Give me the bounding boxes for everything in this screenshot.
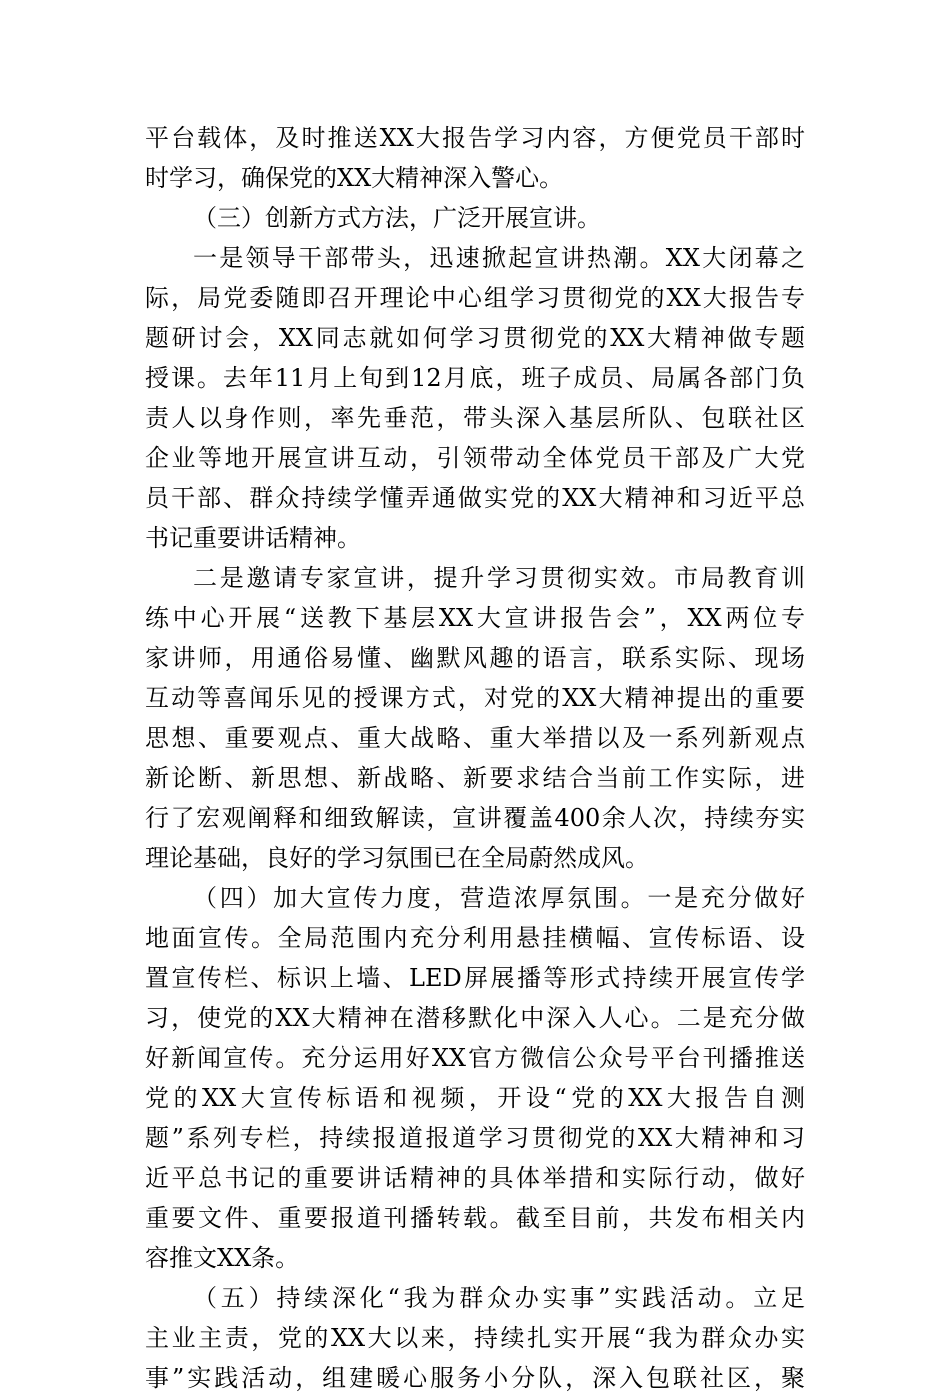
- text-line: 事”实践活动，组建暖心服务小分队，深入包联社区，聚: [145, 1364, 805, 1392]
- text-line: 练中心开展“送教下基层XX大宣讲报告会”，XX两位专: [145, 604, 805, 632]
- text-line: 互动等喜闻乐见的授课方式，对党的XX大精神提出的重要: [145, 684, 805, 712]
- text-line: 授课。去年11月上旬到12月底，班子成员、局属各部门负: [145, 364, 805, 392]
- text-line: 地面宣传。全局范围内充分利用悬挂横幅、宣传标语、设: [145, 924, 805, 952]
- text-line: 平台载体，及时推送XX大报告学习内容，方便党员干部时: [145, 124, 805, 152]
- text-line: 二是邀请专家宣讲，提升学习贯彻实效。市局教育训: [193, 564, 805, 592]
- text-line: 主业主责，党的XX大以来，持续扎实开展“我为群众办实: [145, 1324, 805, 1352]
- text-line: 行了宏观阐释和细致解读，宣讲覆盖400余人次，持续夯实: [145, 804, 805, 832]
- text-line: 容推文XX条。: [145, 1244, 300, 1272]
- text-line: 习，使党的XX大精神在潜移默化中深入人心。二是充分做: [145, 1004, 805, 1032]
- text-line: 书记重要讲话精神。: [145, 524, 361, 552]
- text-line: 企业等地开展宣讲互动，引领带动全体党员干部及广大党: [145, 444, 805, 472]
- text-line: 家讲师，用通俗易懂、幽默风趣的语言，联系实际、现场: [145, 644, 805, 672]
- text-line: 员干部、群众持续学懂弄通做实党的XX大精神和习近平总: [145, 484, 805, 512]
- section-heading: （三）创新方式方法，广泛开展宣讲。: [193, 204, 601, 232]
- text-line: 题”系列专栏，持续报道报道学习贯彻党的XX大精神和习: [145, 1124, 805, 1152]
- text-line: 题研讨会，XX同志就如何学习贯彻党的XX大精神做专题: [145, 324, 805, 352]
- text-line: 际，局党委随即召开理论中心组学习贯彻党的XX大报告专: [145, 284, 805, 312]
- text-line: 好新闻宣传。充分运用好XX官方微信公众号平台刊播推送: [145, 1044, 805, 1072]
- text-line: 党的XX大宣传标语和视频，开设“党的XX大报告自测: [145, 1084, 805, 1112]
- text-line: 思想、重要观点、重大战略、重大举措以及一系列新观点: [145, 724, 805, 752]
- text-line: 责人以身作则，率先垂范，带头深入基层所队、包联社区: [145, 404, 805, 432]
- text-line: 理论基础，良好的学习氛围已在全局蔚然成风。: [145, 844, 649, 872]
- text-line: 时学习，确保党的XX大精神深入警心。: [145, 164, 564, 192]
- text-line: 新论断、新思想、新战略、新要求结合当前工作实际，进: [145, 764, 805, 792]
- section-heading: （五）持续深化“我为群众办实事”实践活动。立足: [193, 1284, 805, 1312]
- text-line: 近平总书记的重要讲话精神的具体举措和实际行动，做好: [145, 1164, 805, 1192]
- section-heading: （四）加大宣传力度，营造浓厚氛围。一是充分做好: [193, 884, 805, 912]
- text-line: 重要文件、重要报道刊播转载。截至目前，共发布相关内: [145, 1204, 805, 1232]
- text-line: 置宣传栏、标识上墙、LED屏展播等形式持续开展宣传学: [145, 964, 805, 992]
- text-line: 一是领导干部带头，迅速掀起宣讲热潮。XX大闭幕之: [193, 244, 805, 272]
